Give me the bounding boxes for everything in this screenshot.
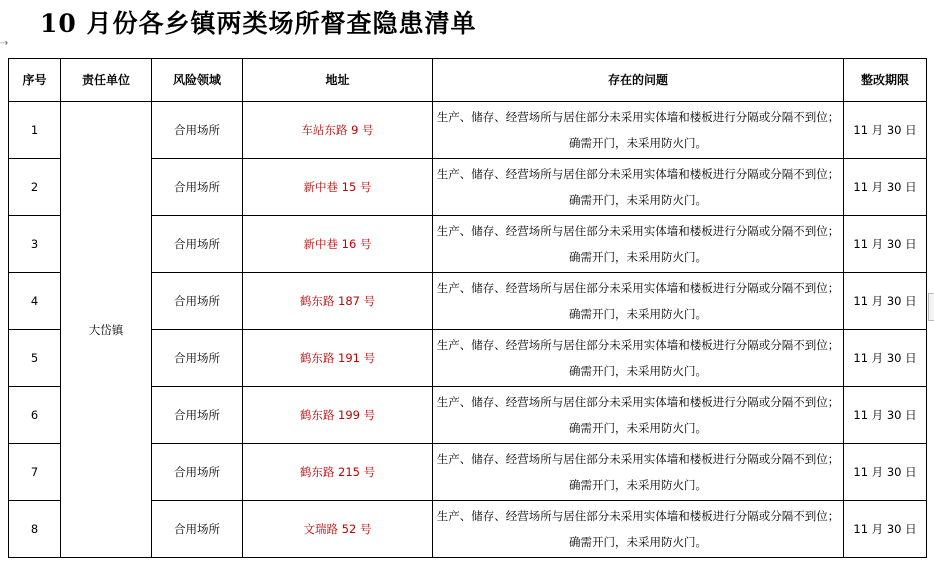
cell-domain: 合用场所	[152, 444, 243, 501]
cell-domain: 合用场所	[152, 216, 243, 273]
header-deadline: 整改期限	[844, 59, 927, 102]
header-issue: 存在的问题	[433, 59, 844, 102]
cell-deadline: 11 月 30 日	[844, 216, 927, 273]
cell-issue: 生产、储存、经营场所与居住部分未采用实体墙和楼板进行分隔或分隔不到位；确需开门，未采用防火门。	[433, 501, 844, 558]
cell-deadline: 11 月 30 日	[844, 273, 927, 330]
cell-no: 5	[9, 330, 61, 387]
cell-issue: 生产、储存、经营场所与居住部分未采用实体墙和楼板进行分隔或分隔不到位；确需开门，未采用防火门。	[433, 216, 844, 273]
cell-domain: 合用场所	[152, 501, 243, 558]
table-row	[9, 102, 927, 159]
cell-domain: 合用场所	[152, 387, 243, 444]
header-unit: 责任单位	[61, 59, 152, 102]
cell-address: 车站东路 9 号	[243, 102, 433, 159]
cell-address: 鹤东路 199 号	[243, 387, 433, 444]
cell-no: 6	[9, 387, 61, 444]
cell-issue: 生产、储存、经营场所与居住部分未采用实体墙和楼板进行分隔或分隔不到位；确需开门，未采用防火门。	[433, 102, 844, 159]
header-no: 序号	[9, 59, 61, 102]
page-title: 10 月份各乡镇两类场所督查隐患清单	[40, 9, 477, 38]
cell-address: 鹤东路 215 号	[243, 444, 433, 501]
cell-domain: 合用场所	[152, 273, 243, 330]
hazard-list-table	[8, 58, 927, 558]
cell-deadline: 11 月 30 日	[844, 501, 927, 558]
cell-deadline: 11 月 30 日	[844, 159, 927, 216]
cell-address: 鹤东路 187 号	[243, 273, 433, 330]
header-address: 地址	[243, 59, 433, 102]
cell-domain: 合用场所	[152, 330, 243, 387]
cell-issue: 生产、储存、经营场所与居住部分未采用实体墙和楼板进行分隔或分隔不到位；确需开门，未采用防火门。	[433, 273, 844, 330]
cell-unit: 大岱镇	[61, 102, 152, 558]
cell-deadline: 11 月 30 日	[844, 330, 927, 387]
cell-no: 4	[9, 273, 61, 330]
cell-issue: 生产、储存、经营场所与居住部分未采用实体墙和楼板进行分隔或分隔不到位；确需开门，未采用防火门。	[433, 159, 844, 216]
cell-address: 鹤东路 191 号	[243, 330, 433, 387]
header-domain: 风险领域	[152, 59, 243, 102]
cell-deadline: 11 月 30 日	[844, 102, 927, 159]
move-handle-icon[interactable]: ⇢	[0, 38, 9, 49]
cell-issue: 生产、储存、经营场所与居住部分未采用实体墙和楼板进行分隔或分隔不到位；确需开门，未采用防火门。	[433, 444, 844, 501]
cell-no: 1	[9, 102, 61, 159]
table-header-row	[9, 59, 927, 102]
cell-no: 7	[9, 444, 61, 501]
cell-deadline: 11 月 30 日	[844, 444, 927, 501]
cell-no: 2	[9, 159, 61, 216]
cell-address: 文瑞路 52 号	[243, 501, 433, 558]
cell-address: 新中巷 15 号	[243, 159, 433, 216]
cell-domain: 合用场所	[152, 159, 243, 216]
cell-no: 3	[9, 216, 61, 273]
cell-no: 8	[9, 501, 61, 558]
cell-address: 新中巷 16 号	[243, 216, 433, 273]
cell-deadline: 11 月 30 日	[844, 387, 927, 444]
cell-issue: 生产、储存、经营场所与居住部分未采用实体墙和楼板进行分隔或分隔不到位；确需开门，未采用防火门。	[433, 387, 844, 444]
cell-issue: 生产、储存、经营场所与居住部分未采用实体墙和楼板进行分隔或分隔不到位；确需开门，未采用防火门。	[433, 330, 844, 387]
cell-domain: 合用场所	[152, 102, 243, 159]
side-scroll-handle[interactable]	[928, 293, 934, 321]
